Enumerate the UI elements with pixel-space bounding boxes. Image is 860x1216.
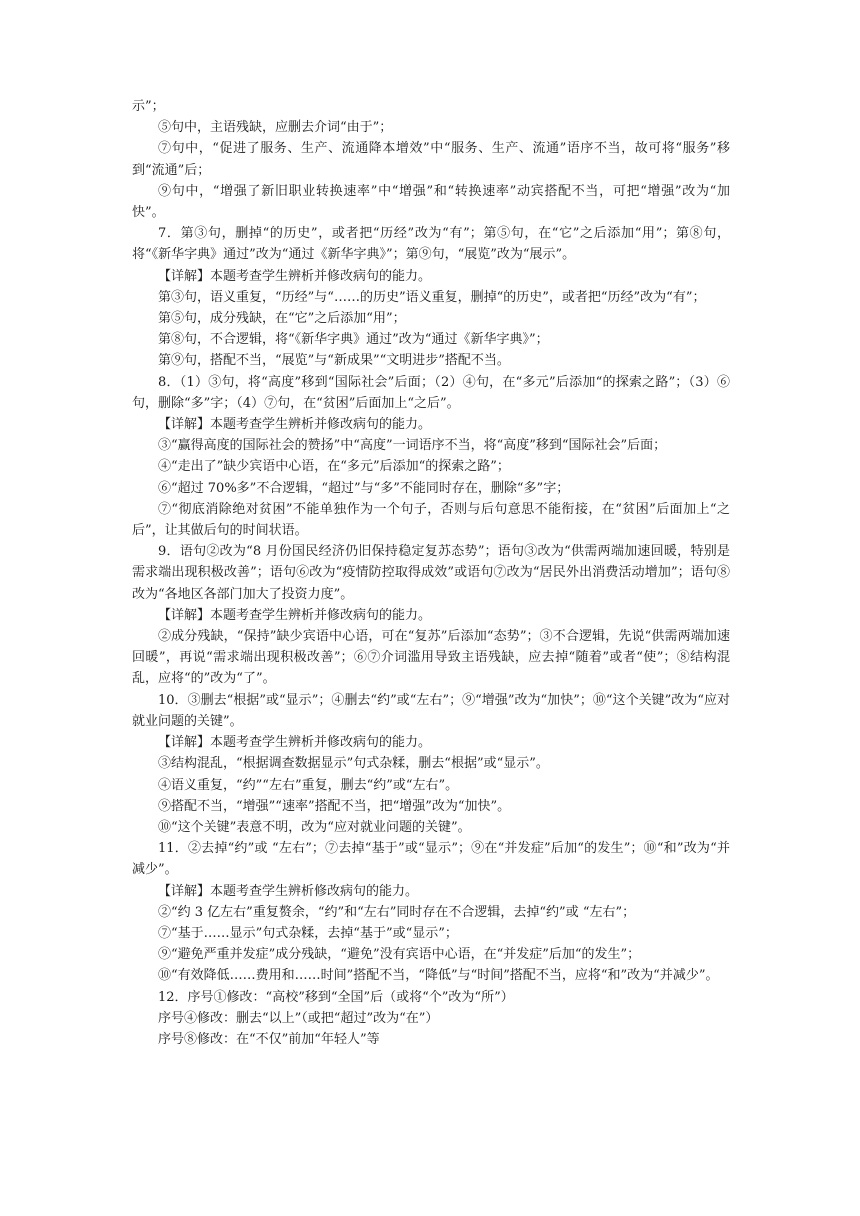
- paragraph: 第⑤句，成分残缺，在“它”之后添加“用”；: [158, 311, 406, 327]
- paragraph: ④语义重复，“约”“左右”重复，删去“约”或“左右”。: [158, 777, 459, 793]
- paragraph: ⑨句中，“增强了新旧职业转换速率”中“增强”和“转换速率”动宾搭配不当，可把“增强”改为“加快”。: [132, 183, 730, 221]
- paragraph: 7．第③句，删掉“的历史”，或者把“历经”改为“有”；第⑤句，在“它”之后添加“用”；第⑧句，将“《新华字典》通过”改为“通过《新华字典》”；第⑨句，“展览”改为“展示”。: [132, 226, 730, 263]
- paragraph: 12．序号①修改：“高校”移到“全国”后（或将“个”改为“所”）: [158, 989, 514, 1005]
- paragraph: ⑦“彻底消除绝对贫困”不能单独作为一个句子，否则与后句意思不能衔接，在“贫困”后面加上“之后”，让其做后句的时间状语。: [132, 501, 730, 539]
- paragraph: ⑥“超过 70%多”不合逻辑，“超过”与“多”不能同时存在，删除“多”字；: [158, 480, 570, 496]
- paragraph: 示”；: [132, 99, 165, 114]
- paragraph: 9．语句②改为“8 月份国民经济仍旧保持稳定复苏态势”；语句③改为“供需两端加速回暖，特别是需求端出现积极改善”；语句⑥改为“疫情防控取得成效”或语句⑦改为“居民外出消费活动增加”；语句⑧改为“各地区各部门加大了投资力度”。: [132, 544, 730, 602]
- paragraph: ③“赢得高度的国际社会的赞扬”中“高度”一词语序不当，将“高度”移到“国际社会”后面；: [158, 438, 667, 454]
- paragraph: 11．②去掉“约”或 “左右”；⑦去掉“基于”或“显示”；⑨在“并发症”后加“的发生”；⑩“和”改为“并减少”。: [132, 841, 730, 878]
- paragraph: ⑨“避免严重并发症”成分残缺，“避免”没有宾语中心语，在“并发症”后加“的发生”；: [158, 947, 641, 963]
- paragraph: ⑩“有效降低……费用和……时间”搭配不当，“降低”与“时间”搭配不当，应将“和”改为“并减少”。: [158, 968, 719, 984]
- paragraph: ⑩“这个关键”表意不明，改为“应对就业问题的关键”。: [158, 819, 471, 835]
- paragraph: 第③句，语义重复，“历经”与“……的历史”语义重复，删掉“的历史”，或者把“历经”改为“有”；: [158, 289, 706, 305]
- paragraph: 【详解】本题考查学生辨析并修改病句的能力。: [158, 417, 432, 433]
- paragraph: 8．（1）③句，将“高度”移到“国际社会”后面；（2）④句，在“多元”后添加“的探索之路”；（3）⑥句，删除“多”字；（4）⑦句，在“贫困”后面加上“之后”。: [132, 374, 730, 411]
- paragraph: ④“走出了”缺少宾语中心语，在“多元”后添加“的探索之路”；: [158, 459, 510, 475]
- paragraph: 第⑧句，不合逻辑，将“《新华字典》通过”改为“通过《新华字典》”；: [158, 332, 549, 348]
- paragraph: 序号④修改：删去“以上”（或把“超过”改为“在”）: [158, 1010, 439, 1026]
- paragraph: ⑤句中，主语残缺，应删去介词“由于”；: [158, 120, 393, 136]
- paragraph: 10．③删去“根据”或“显示”；④删去“约”或“左右”；⑨“增强”改为“加快”；⑩“这个关键”改为“应对就业问题的关键”。: [132, 692, 730, 729]
- paragraph: ②“约 3 亿左右”重复赘余，“约”和“左右”同时存在不合逻辑，去掉“约”或 “左右”；: [158, 904, 636, 920]
- paragraph: ⑦“基于……显示”句式杂糅，去掉“基于”或“显示”；: [158, 925, 458, 941]
- paragraph: ⑦句中，“促进了服务、生产、流通降本增效”中“服务、生产、流通”语序不当，故可将“服务”移到“流通”后；: [132, 141, 730, 178]
- paragraph: 【详解】本题考查学生辨析并修改病句的能力。: [158, 607, 432, 623]
- paragraph: 【详解】本题考查学生辨析并修改病句的能力。: [158, 268, 432, 284]
- paragraph: 第⑨句，搭配不当，“展览”与“新成果”“文明进步”搭配不当。: [158, 353, 510, 369]
- paragraph: 【详解】本题考查学生辨析并修改病句的能力。: [158, 735, 432, 751]
- paragraph: ③结构混乱，“根据调查数据显示”句式杂糅，删去“根据”或“显示”。: [158, 756, 549, 772]
- paragraph: 序号⑧修改：在“不仅”前加“年轻人”等: [158, 1031, 380, 1047]
- paragraph: ⑨搭配不当，“增强”“速率”搭配不当，把“增强”改为“加快”。: [158, 798, 511, 814]
- paragraph: ②成分残缺，“保持”缺少宾语中心语，可在“复苏”后添加“态势”；③不合逻辑，先说“供需两端加速回暖”，再说“需求端出现积极改善”；⑥⑦介词滥用导致主语残缺，应去掉“随着”或者“使”；⑧结构混乱，应将“的”改为“了”。: [132, 629, 730, 687]
- paragraph: 【详解】本题考查学生辨析修改病句的能力。: [158, 883, 419, 899]
